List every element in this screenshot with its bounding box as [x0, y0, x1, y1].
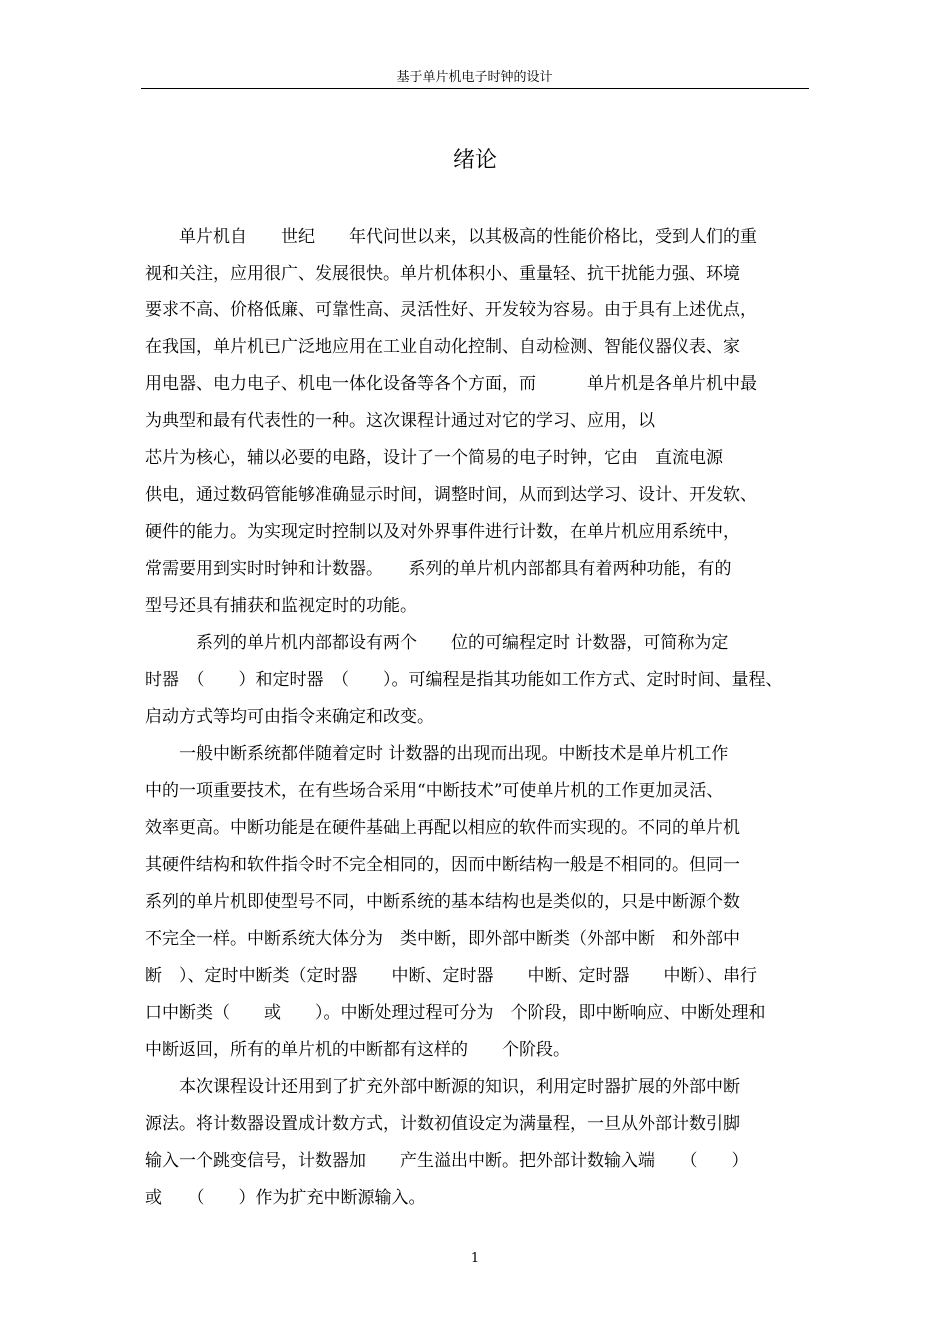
text-line: 在我国，单片机已广泛地应用在工业自动化控制、自动检测、智能仪器仪表、家 — [145, 337, 740, 357]
text-line: 系列的单片机即使型号不同，中断系统的基本结构也是类似的，只是中断源个数 — [145, 892, 740, 912]
text-line: 时器 （ ）和定时器 （ ）。可编程是指其功能如工作方式、定时时间、量程、 — [145, 670, 783, 690]
text-line: 中断返回，所有的单片机的中断都有这样的 个阶段。 — [145, 1040, 570, 1060]
text-line: 为典型和最有代表性的一种。这次课程计通过对它的学习、应用，以 — [145, 411, 655, 431]
text-line: 硬件的能力。为实现定时控制以及对外界事件进行计数，在单片机应用系统中， — [145, 522, 740, 542]
text-line: 断 ）、定时中断类（定时器 中断、定时器 中断、定时器 中断）、串行 — [145, 966, 757, 986]
text-line: 中的一项重要技术，在有些场合采用“中断技术”可使单片机的工作更加灵活、 — [145, 781, 724, 801]
text-line: 芯片为核心，辅以必要的电路，设计了一个简易的电子时钟，它由 直流电源 — [145, 448, 723, 468]
text-line: 或 （ ）作为扩充中断源输入。 — [145, 1188, 426, 1208]
text-line: 本次课程设计还用到了扩充外部中断源的知识，利用定时器扩展的外部中断 — [145, 1077, 740, 1097]
text-line: 一般中断系统都伴随着定时 计数器的出现而出现。中断技术是单片机工作 — [145, 744, 729, 764]
text-line: 要求不高、价格低廉、可靠性高、灵活性好、开发较为容易。由于具有上述优点， — [145, 300, 757, 320]
text-line: 其硬件结构和软件指令时不完全相同的，因而中断结构一般是不相同的。但同一 — [145, 855, 740, 875]
text-line: 效率更高。中断功能是在硬件基础上再配以相应的软件而实现的。不同的单片机 — [145, 818, 740, 838]
text-line: 型号还具有捕获和监视定时的功能。 — [145, 596, 417, 616]
text-line: 口中断类（ 或 ）。中断处理过程可分为 个阶段，即中断响应、中断处理和 — [145, 1003, 766, 1023]
text-line: 源法。将计数器设置成计数方式，计数初值设定为满量程，一旦从外部计数引脚 — [145, 1114, 740, 1134]
text-line: 供电，通过数码管能够准确显示时间，调整时间，从而到达学习、设计、开发软、 — [145, 485, 757, 505]
page-number: 1 — [470, 1251, 480, 1266]
section-title: 绪论 — [452, 148, 497, 173]
text-line: 视和关注，应用很广、发展很快。单片机体积小、重量轻、抗干扰能力强、环境 — [145, 264, 740, 284]
text-line: 用电器、电力电子、机电一体化设备等各个方面，而 单片机是各单片机中最 — [145, 374, 757, 394]
text-line: 启动方式等均可由指令来确定和改变。 — [145, 707, 434, 727]
text-line: 不完全一样。中断系统大体分为 类中断，即外部中断类（外部中断 和外部中 — [145, 929, 740, 949]
running-header: 基于单片机电子时钟的设计 — [396, 70, 553, 85]
text-line: 常需要用到实时时钟和计数器。 系列的单片机内部都具有着两种功能，有的 — [145, 559, 732, 579]
text-line: 系列的单片机内部都设有两个 位的可编程定时 计数器，可简称为定 — [145, 633, 729, 653]
text-line: 输入一个跳变信号，计数器加 产生溢出中断。把外部计数输入端 （ ） — [145, 1151, 749, 1171]
text-line: 单片机自 世纪 年代问世以来，以其极高的性能价格比，受到人们的重 — [145, 227, 757, 247]
header-rule — [141, 88, 809, 89]
